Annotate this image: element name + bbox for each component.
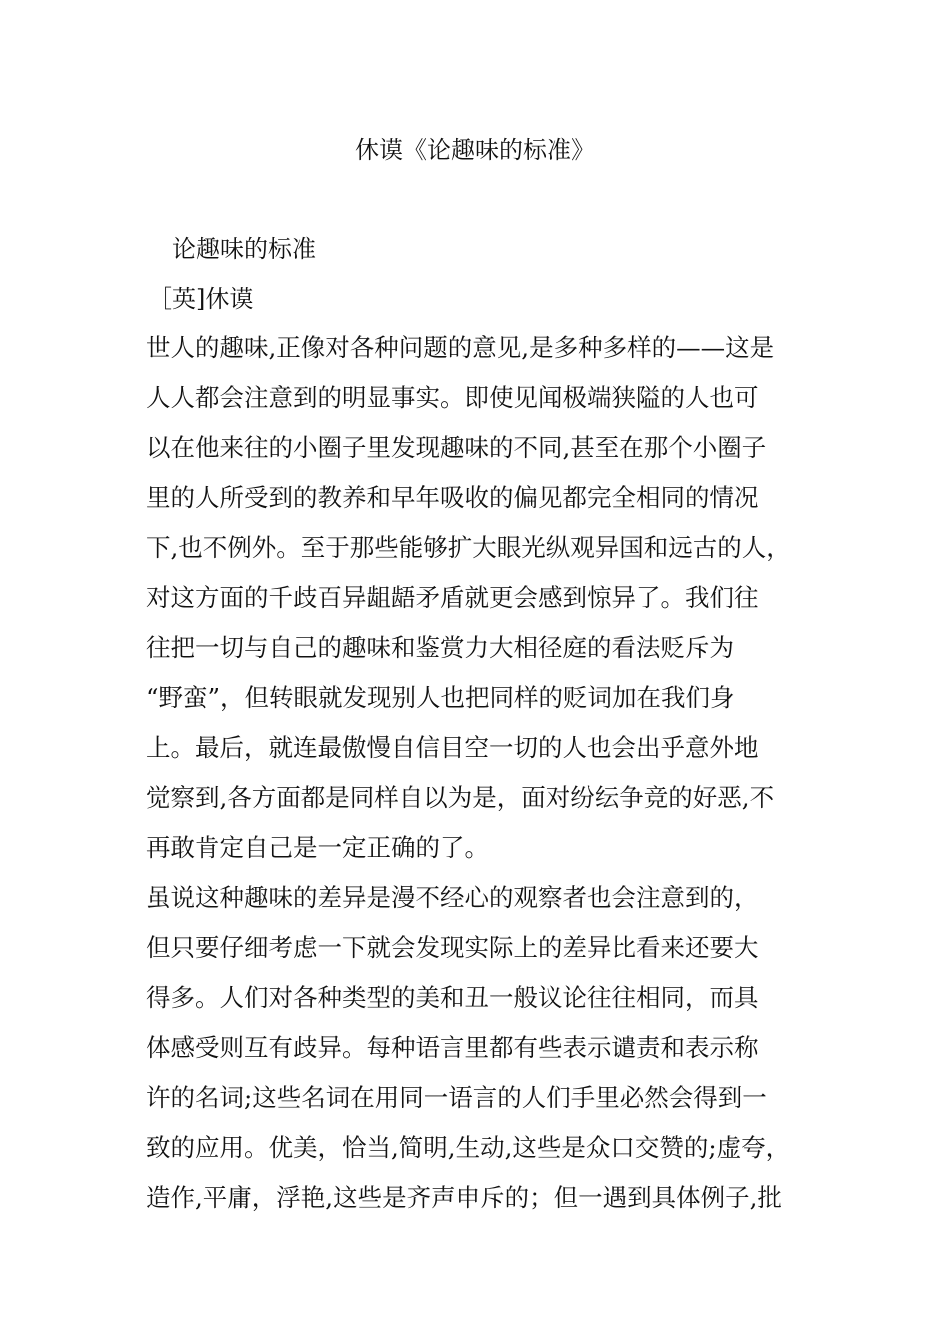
- text-line: 以在他来往的小圈子里发现趣味的不同,甚至在那个小圈子: [146, 433, 767, 462]
- text-line: 得多。人们对各种类型的美和丑一般议论往往相同，而具: [146, 983, 759, 1012]
- text-line: 往把一切与自己的趣味和鉴赏力大相径庭的看法贬斥为: [146, 633, 734, 662]
- text-line: 下,也不例外。至于那些能够扩大眼光纵观异国和远古的人，: [146, 533, 791, 562]
- text-line: 世人的趣味,正像对各种问题的意见,是多种多样的——这是: [146, 333, 775, 362]
- text-line: 人人都会注意到的明显事实。即使见闻极端狭隘的人也可: [146, 383, 759, 412]
- text-line: 再敢肯定自己是一定正确的了。: [146, 833, 489, 862]
- text-line: 上。最后，就连最傲慢自信目空一切的人也会出乎意外地: [146, 733, 759, 762]
- text-line: 造作,平庸，浮艳,这些是齐声申斥的；但一遇到具体例子,批: [146, 1183, 782, 1212]
- author-line: ［英]休谟: [148, 285, 254, 313]
- body-text: [146, 330, 826, 1230]
- text-line: 许的名词;这些名词在用同一语言的人们手里必然会得到一: [146, 1083, 767, 1112]
- text-line: “野蛮”，但转眼就发现别人也把同样的贬词加在我们身: [146, 683, 735, 712]
- text-line: 里的人所受到的教养和早年吸收的偏见都完全相同的情况: [146, 483, 759, 512]
- text-line: 虽说这种趣味的差异是漫不经心的观察者也会注意到的，: [146, 883, 759, 912]
- text-line: 致的应用。优美，恰当,简明,生动,这些是众口交赞的;虚夸，: [146, 1133, 791, 1162]
- text-line: 体感受则互有歧异。每种语言里都有些表示谴责和表示称: [146, 1033, 759, 1062]
- essay-title: 论趣味的标准: [172, 235, 316, 263]
- text-line: 但只要仔细考虑一下就会发现实际上的差异比看来还要大: [146, 933, 759, 962]
- document-title: 休谟《论趣味的标准》: [355, 136, 595, 164]
- text-line: 觉察到,各方面都是同样自以为是，面对纷纭争竞的好恶,不: [146, 783, 775, 812]
- text-line: 对这方面的千歧百异龃龉矛盾就更会感到惊异了。我们往: [146, 583, 759, 612]
